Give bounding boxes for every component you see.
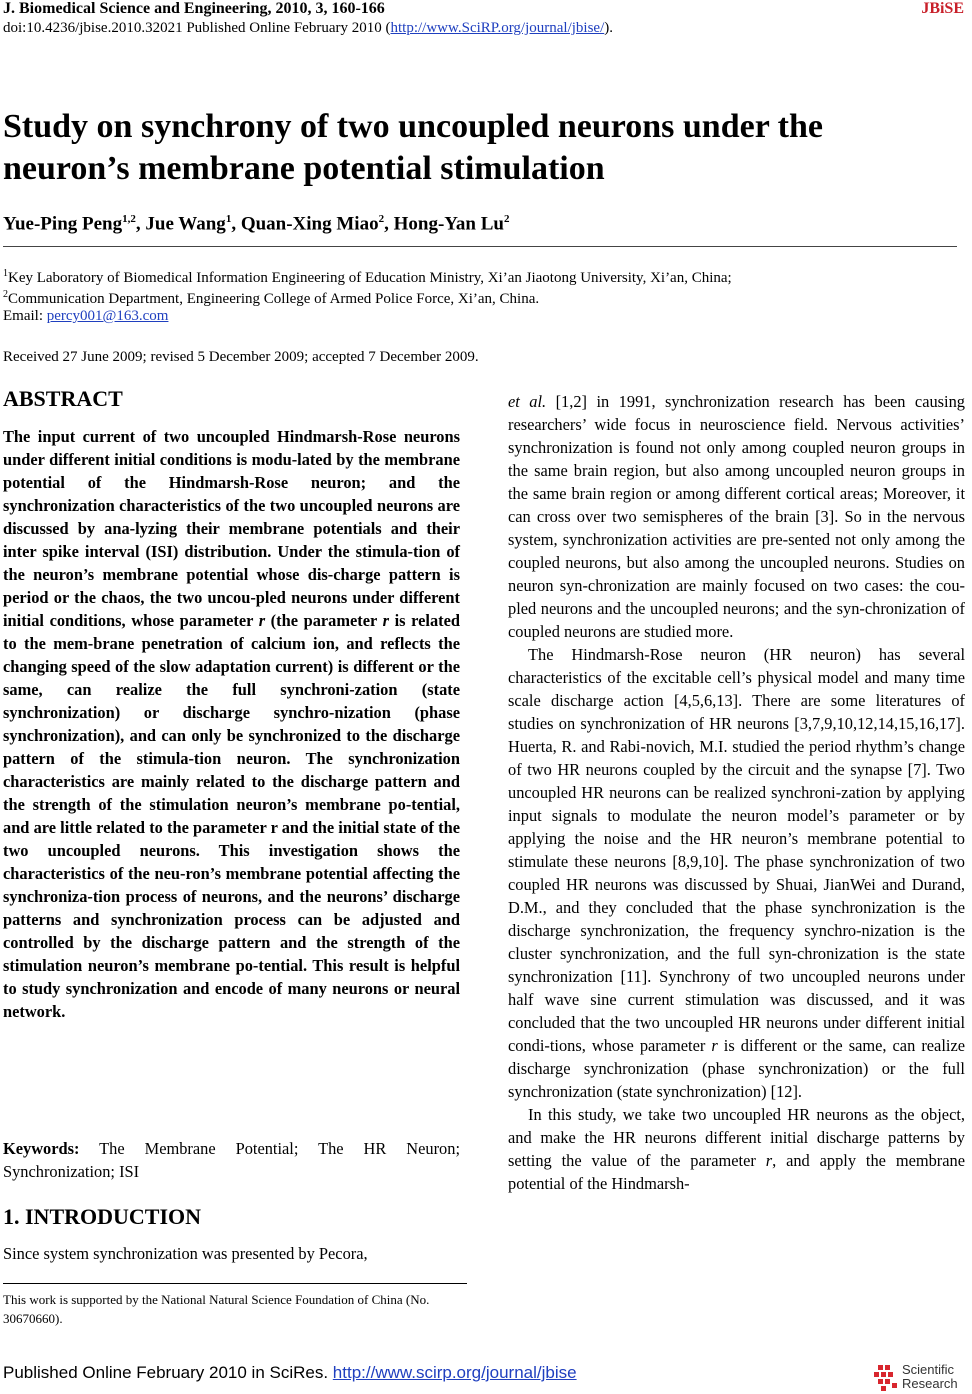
author-separator: , <box>231 213 241 235</box>
affiliation-text: Communication Department, Engineering College of Armed Police Force, Xi’an, China. <box>8 291 540 307</box>
publisher-logo <box>874 1360 966 1392</box>
journal-abbrev: JBiSE <box>921 0 964 17</box>
paragraph-text: [1,2] in 1991, synchronization research has been causing researchers’ wide focus in neuroscience field. Nervous activities’ synchronization is found not only among coupled neuron groups in the same brain region, but also among uncoupled neuron groups in the same brain region or among different cortical areas; Moreover, it can cross over two semispheres of the brain [3]. So in the nervous system, synchronization activities are pre-sented not only among the coupled neurons, but also among the uncoupled neurons. Studies on neuron syn-chronization are mainly focused on two cases: the cou-pled neurons and the uncoupled neurons; and the syn-chronization of coupled neurons are studied more. <box>508 392 965 641</box>
paper-title: Study on synchrony of two uncoupled neurons under the neuron’s membrane potential stimulation <box>3 108 824 187</box>
keywords-label: Keywords: <box>3 1139 80 1158</box>
header-divider <box>3 246 957 247</box>
doi-line <box>3 20 613 37</box>
journal-citation: J. Biomedical Science and Engineering, 2010, 3, 160-166 <box>3 0 385 17</box>
affiliation-number: 2 <box>3 289 8 300</box>
author-name: Hong-Yan Lu <box>393 213 504 235</box>
logo-mark-icon <box>874 1363 902 1391</box>
keywords <box>3 1137 460 1183</box>
logo-line: Scientific <box>902 1362 955 1377</box>
right-column-text <box>508 390 965 1195</box>
keywords-text: The Membrane Potential; The HR Neuron; Synchronization; ISI <box>3 1139 460 1181</box>
author-affiliation-mark: 2 <box>503 213 510 225</box>
footer-url-link[interactable]: http://www.scirp.org/journal/jbise <box>332 1363 577 1382</box>
paragraph <box>508 1103 965 1195</box>
doi-end: ). <box>604 20 613 36</box>
author-name: Yue-Ping Peng <box>3 213 123 235</box>
received-dates: Received 27 June 2009; revised 5 December 2009; accepted 7 December 2009. <box>3 349 479 365</box>
parameter-symbol: r <box>258 611 266 630</box>
author-affiliation-mark: 2 <box>378 213 385 225</box>
paragraph-text: , and apply the membrane potential of the Hindmarsh- <box>508 1151 965 1193</box>
funding-footnote: This work is supported by the National Natural Science Foundation of China (No. 30670660). <box>3 1292 430 1326</box>
author-name: Quan-Xing Miao <box>240 213 379 235</box>
paragraph <box>508 643 965 1103</box>
introduction-text: Since system synchronization was presented by Pecora, <box>3 1244 368 1263</box>
journal-url-link[interactable]: http://www.SciRP.org/journal/jbise/ <box>390 20 605 36</box>
footer-text: Published Online February 2010 in SciRes. <box>3 1363 333 1382</box>
abstract-body <box>3 425 460 1023</box>
abstract-text: The input current of two uncoupled Hindmarsh-Rose neurons under different initial conditions is modu-lated by the membrane potential of the Hindmarsh-Rose neuron; and the synchronization characteristics of the two uncoupled neurons are discussed by ana-lyzing their membrane potentials and their inter spike interval (ISI) distribution. Under the stimula-tion of the neuron’s membrane potential whose dis-charge pattern is period or the chaos, the two uncou-pled neurons under different initial conditions, whose parameter <box>3 427 460 630</box>
footnote-divider <box>3 1283 467 1284</box>
section-heading-introduction: 1. INTRODUCTION <box>3 1204 202 1229</box>
paragraph <box>508 390 965 643</box>
parameter-symbol: r <box>382 611 390 630</box>
affiliation-text: Key Laboratory of Biomedical Information Engineering of Education Ministry, Xi’an Jiaotong University, Xi’an, China; <box>8 270 732 286</box>
logo-line: Research <box>902 1376 958 1391</box>
author-affiliation-mark: 1 <box>225 213 232 225</box>
italic-text: et al. <box>508 392 547 411</box>
paragraph-text: In this study, we take two uncoupled HR neurons as the object, and make the HR neurons different initial discharge patterns by setting the value of the parameter <box>508 1105 965 1170</box>
footer-published <box>3 1363 577 1383</box>
abstract-heading: ABSTRACT <box>3 386 123 411</box>
abstract-text: (the parameter <box>265 611 383 630</box>
email-link[interactable]: percy001@163.com <box>46 308 169 324</box>
author-list <box>3 213 509 235</box>
email-line <box>3 306 168 327</box>
affiliation-number: 1 <box>3 268 8 279</box>
parameter-symbol: r <box>765 1151 773 1170</box>
author-name: Jue Wang <box>145 213 226 235</box>
author-separator: , <box>135 213 146 235</box>
logo-text <box>902 1363 958 1391</box>
paragraph-text: The Hindmarsh-Rose neuron (HR neuron) has several characteristics of the excitable cell’s physical model and many time scale discharge action [4,5,6,13]. There are some literatures of studies on synchronization of HR neurons [3,7,9,10,12,14,15,16,17]. Huerta, R. and Rabi-novich, M.I. studied the period rhythm’s change of two HR neurons coupled by the circuit and the synapse [7]. Two uncoupled HR neurons can be realized synchroni-zation by applying input signals to modulate the neuron model’s parameter or by applying the noise and the HR neuron’s membrane potential to stimulate these neurons [8,9,10]. The phase synchronization of two coupled HR neurons was discussed by Shuai, JianWei and Durand, D.M., and they concluded that the phase synchronization is the discharge synchronization, the frequency synchro-nization is the cluster synchronization, and the full syn-chronization is the state synchronization [11]. Synchrony of two uncoupled neurons under half wave sine current stimulation was discussed, and it was concluded that the two uncoupled HR neurons under different initial condi-tions, whose parameter <box>508 645 965 1055</box>
paragraph-text: is different or the same, can realize discharge synchronization (phase synchronization) or the full synchronization (state synchronization) [12]. <box>508 1036 965 1101</box>
doi-text: doi:10.4236/jbise.2010.32021 Published Online February 2010 ( <box>3 20 391 36</box>
author-affiliation-mark: 1,2 <box>122 213 136 225</box>
author-separator: , <box>384 213 394 235</box>
abstract-text: is related to the mem-brane penetration of calcium ion, and reflects the changing speed of the slow adaptation current) is different or the same, can realize the full synchroni-zation (state synchronization) or discharge synchro-nization (phase synchronization), and can only be synchronized to the discharge pattern of the stimula-tion neuron. The synchronization characteristics are mainly related to the discharge pattern and the strength of the stimulation neuron’s membrane po-tential, and are little related to the parameter r and the initial state of the two uncoupled neurons. This investigation shows the characteristics of the neu-ron’s membrane potential affecting the synchroniza-tion process of neurons, and the neurons’ discharge patterns and synchronization process can be adjusted and controlled by the discharge pattern and the strength of the stimulation neuron’s membrane po-tential. This result is helpful to study synchronization and encode of many neurons or neural network. <box>3 611 461 1021</box>
parameter-symbol: r <box>711 1036 718 1055</box>
email-label: Email: <box>3 308 47 324</box>
